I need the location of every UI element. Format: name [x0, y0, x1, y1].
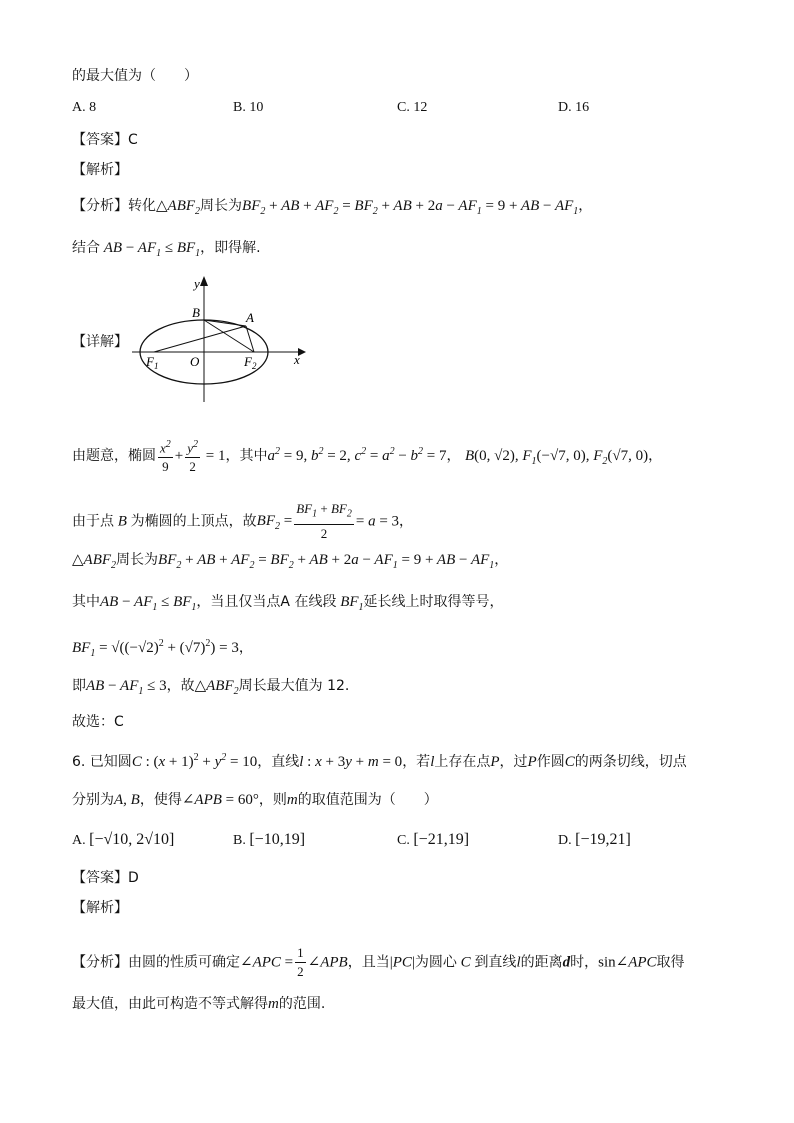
q6-fenxi-line1: 【分析】由圆的性质可确定∠APC = $\frac{1}{2}$ ∠APB，且当|PC|为圆心 C 到直线l的距离d时，sin∠APC取得 [72, 945, 685, 979]
q5-option-b[interactable]: B. 10 [233, 100, 264, 115]
q5-fenxi-line1: 【分析】转化$\triangle ABF_2$周长为$BF_2$ + AB + $AF_2 = BF_2$ + AB + $2a - AF_1 = 9$ + AB − $AF_1$， [72, 198, 593, 217]
q6-analysis-label: 【解析】 [72, 900, 128, 916]
y-axis-arrow [200, 276, 208, 286]
q5-sol-line5: $BF_1 = √((-√2)^2 + (√7)^2) = 3$， [72, 638, 253, 659]
label-O: O [190, 354, 200, 369]
q6-option-a[interactable]: A. [−√10, 2√10] [72, 831, 175, 848]
q5-xiangjie-label: 【详解】 [72, 334, 128, 350]
q5-sol-line2: 由于点 B 为椭圆的上顶点，故$BF_2$ = $\frac{BF_1 + BF_2}{2}$ = a = 3， [72, 501, 414, 541]
q5-option-a[interactable]: A. 8 [72, 100, 97, 115]
q6-option-b[interactable]: B. [−10,19] [233, 831, 306, 848]
segment-BA [204, 320, 246, 326]
answer-label: 【答案】 [72, 132, 128, 148]
q6-option-d[interactable]: D. [−19,21] [558, 831, 631, 848]
q6-option-c[interactable]: C. [−21,19] [397, 831, 470, 848]
q5-answer [72, 130, 138, 150]
label-F1: $F_1$ [146, 354, 159, 371]
label-B: B [192, 305, 200, 320]
q5-option-d[interactable]: D. 16 [558, 100, 590, 115]
q6-fenxi-line2: 最大值，由此可构造不等式解得m的范围. [72, 996, 326, 1012]
q5-sol-line4: 其中AB − $AF_1 \le BF_1$，当且仅当点A 在线段 $BF_1$延长线上时取得等号， [72, 594, 504, 613]
answer-label: 【答案】 [72, 870, 128, 886]
answer-value: C [128, 132, 138, 148]
q6-stem-line2: 分别为A, B，使得∠APB = 60°，则m的取值范围为（ ） [72, 792, 438, 808]
q6-stem-line1: 6. 已知圆C : $(x + 1)^2 + y^2 = 10$，直线l : x + 3y + m = 0，若l上存在点P，过P作圆C的两条切线，切点 [72, 752, 687, 770]
q5-analysis-label: 【解析】 [72, 162, 128, 178]
q6-answer [72, 868, 139, 888]
answer-value: D [128, 870, 139, 886]
ellipse-figure [126, 272, 316, 407]
q5-stem-tail: 的最大值为（ ） [72, 68, 198, 84]
q5-fenxi-line2: 结合 AB − $AF_1 \le BF_1$，即得解. [72, 240, 261, 259]
q5-sol-line6: 即AB − $AF_1 \le 3$，故$\triangle ABF_2$周长最大值为 12. [72, 678, 350, 697]
q5-sol-line3: $\triangle ABF_2$周长为$BF_2$ + AB + $AF_2 = BF_2$ + AB + $2a - AF_1 = 9$ + AB − $AF_1$， [72, 552, 509, 571]
label-y: y [194, 276, 200, 291]
q5-choose: 故选：C [72, 714, 124, 730]
q5-sol-line1: 由题意，椭圆 $\frac{x^2}{9}$ + $\frac{y^2}{2}$ = 1，其中$a^2 = 9$, $b^2 = 2$, $c^2 = a^2 - b^2 = 7$， B(0, √2), $F_1(-√7$, 0), $F_2(√7$, 0)， [72, 436, 662, 476]
segment-F1A [154, 326, 246, 352]
label-A: A [246, 310, 254, 325]
q5-option-c[interactable]: C. 12 [397, 100, 428, 115]
label-F2: $F_2$ [244, 354, 257, 371]
label-x: x [294, 352, 300, 367]
